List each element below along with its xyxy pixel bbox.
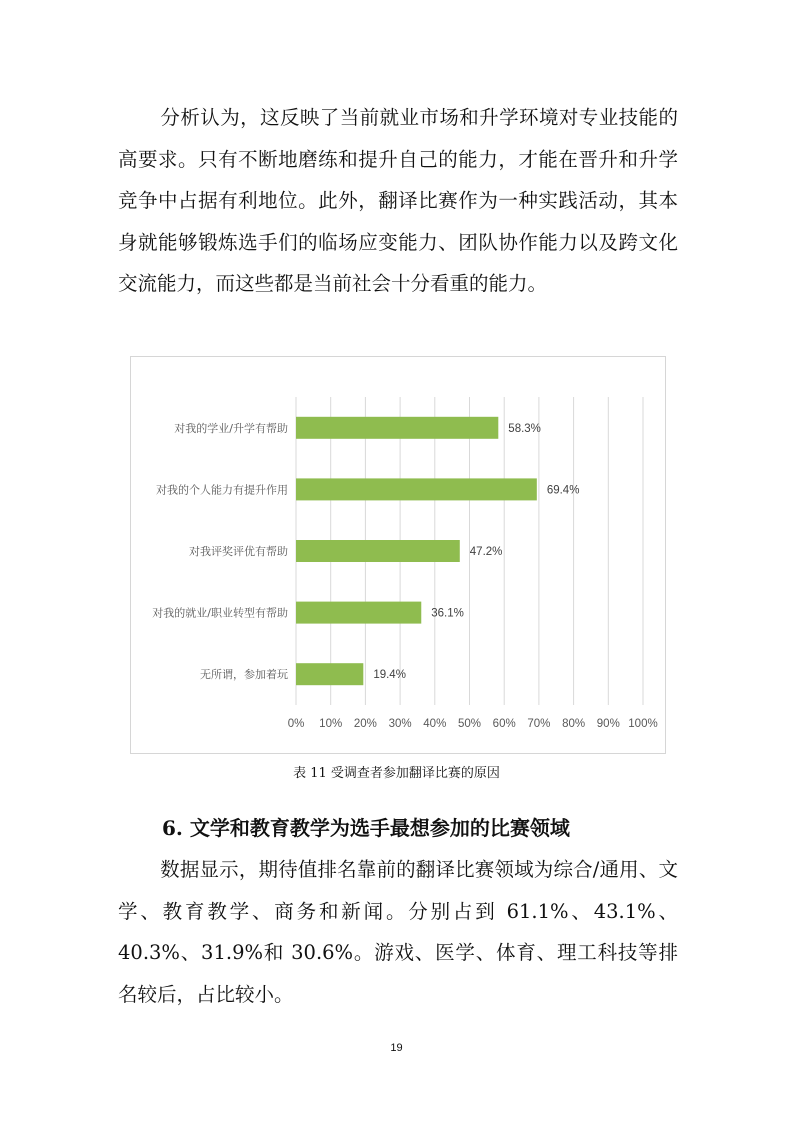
x-tick-label: 80% — [562, 718, 586, 730]
x-tick-label: 0% — [287, 718, 305, 730]
body-paragraph-2 — [118, 849, 678, 1015]
bar — [296, 602, 421, 624]
bar — [296, 417, 498, 439]
body-paragraph-1 — [118, 97, 678, 305]
x-tick-label: 50% — [457, 718, 482, 730]
category-label: 对我的个人能力有提升作用 — [156, 483, 288, 497]
bar — [296, 663, 363, 685]
page-number: 19 — [390, 1042, 403, 1054]
category-label: 对我的学业/升学有帮助 — [174, 421, 288, 435]
x-tick-label: 20% — [353, 718, 377, 730]
value-label: 47.2% — [469, 546, 503, 558]
x-tick-label: 40% — [423, 718, 447, 730]
value-label: 36.1% — [431, 607, 464, 620]
x-tick-label: 90% — [596, 718, 620, 730]
section-heading: 6. 文学和教育教学为选手最想参加的比赛领域 — [162, 816, 570, 840]
bar — [296, 540, 460, 562]
x-tick-label: 60% — [492, 718, 516, 730]
x-tick-label: 100% — [628, 718, 658, 730]
category-label: 无所谓，参加着玩 — [200, 668, 288, 682]
value-label: 58.3% — [508, 422, 541, 435]
paragraph-2-text: 数据显示，期待值排名靠前的翻译比赛领域为综合/通用、文学、教育教学、商务和新闻。分别占到 61.1%、43.1%、40.3%、31.9%和 30.6%。游戏、医学、体育、理工科技等排名较后，占比较小。 — [118, 858, 678, 1006]
category-label: 对我评奖评优有帮助 — [189, 545, 288, 558]
x-tick-label: 10% — [319, 718, 343, 730]
value-label: 69.4% — [546, 484, 580, 497]
x-tick-label: 30% — [388, 718, 412, 730]
table-caption: 表 11 受调查者参加翻译比赛的原因 — [293, 766, 500, 781]
category-label: 对我的就业/职业转型有帮助 — [152, 606, 288, 620]
bar — [296, 478, 537, 500]
bar-chart — [130, 356, 666, 754]
x-tick-label: 70% — [527, 718, 551, 730]
bar-chart-canvas — [131, 357, 665, 753]
value-label: 19.4% — [373, 669, 406, 682]
paragraph-1-text: 分析认为，这反映了当前就业市场和升学环境对专业技能的高要求。只有不断地磨练和提升自己的能力，才能在晋升和升学竞争中占据有利地位。此外，翻译比赛作为一种实践活动，其本身就能够锻炼选手们的临场应变能力、团队协作能力以及跨文化交流能力，而这些都是当前社会十分看重的能力。 — [118, 106, 678, 295]
